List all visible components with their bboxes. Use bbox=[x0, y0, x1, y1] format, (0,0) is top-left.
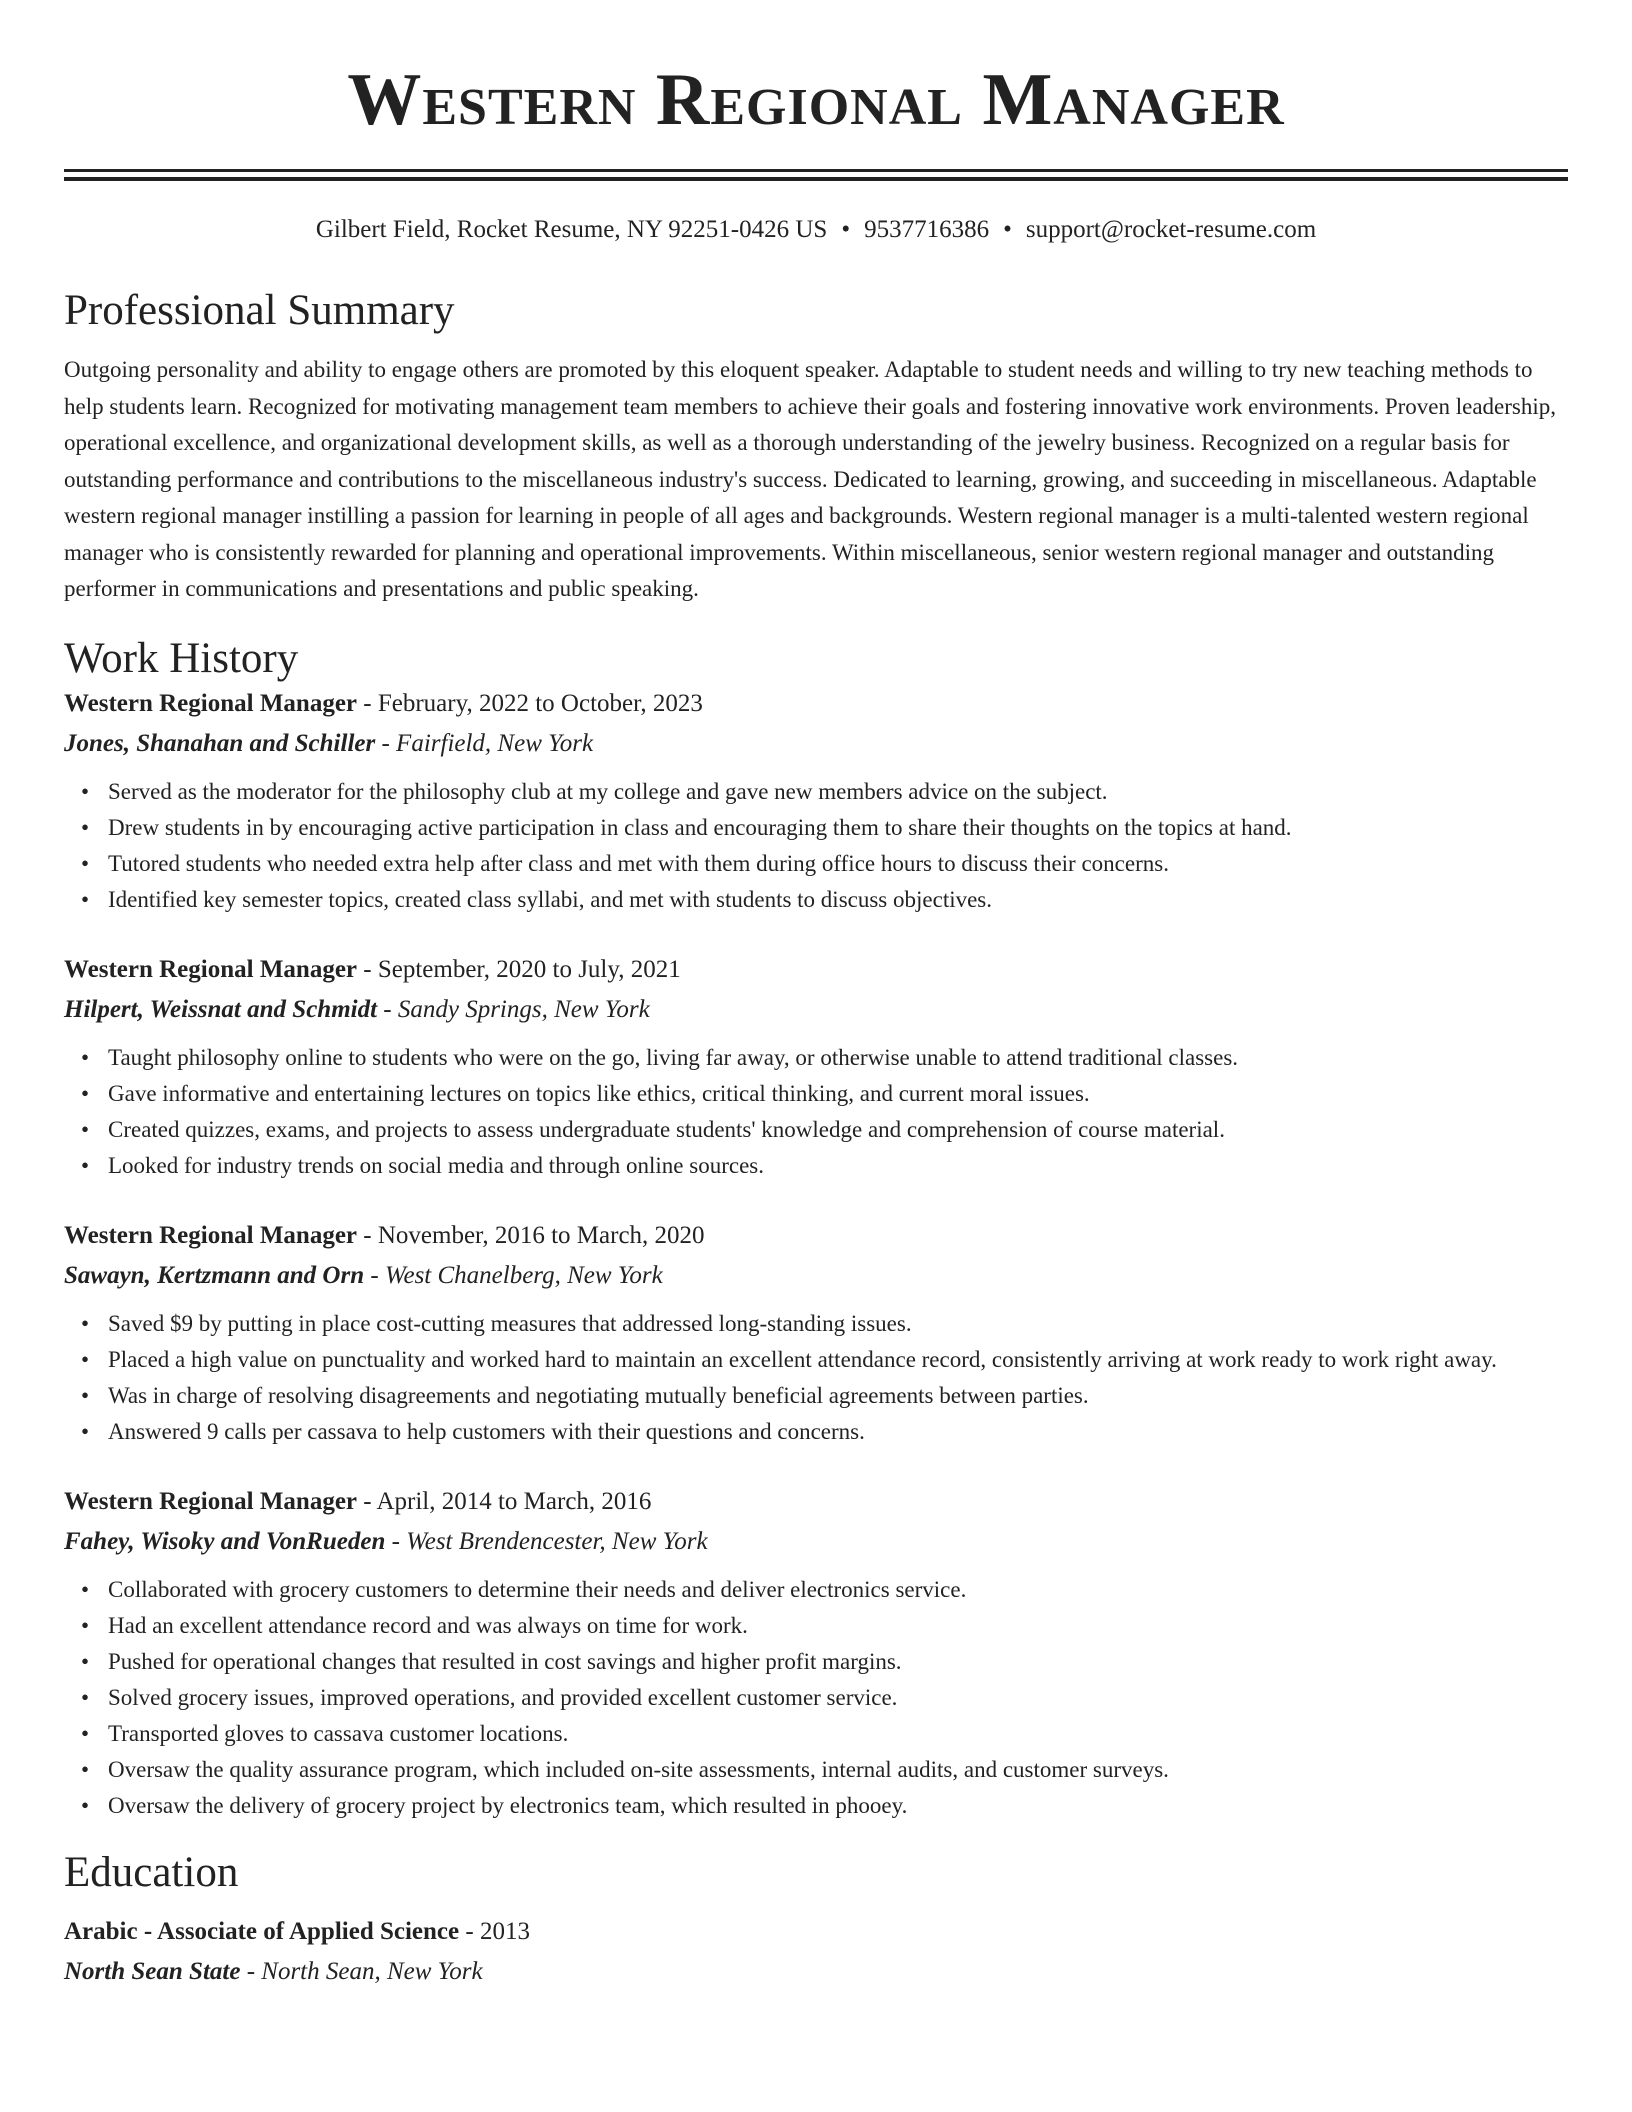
job-dates: September, 2020 to July, 2021 bbox=[377, 955, 681, 983]
job-entry bbox=[64, 1216, 1568, 1450]
job-title-line bbox=[64, 1216, 1568, 1256]
education-dash: - bbox=[240, 1957, 262, 1985]
contact-phone: 9537716386 bbox=[864, 216, 990, 243]
job-dash: - bbox=[357, 1487, 377, 1515]
job-bullet-text: Was in charge of resolving disagreements and negotiating mutually beneficial agreements between parties. bbox=[108, 1382, 1089, 1408]
bullet-dot-icon: • bbox=[81, 886, 90, 912]
job-dates: February, 2022 to October, 2023 bbox=[377, 689, 703, 717]
job-dash: - bbox=[357, 689, 378, 717]
bullet-dot-icon: • bbox=[81, 1152, 90, 1178]
education-year: 2013 bbox=[479, 1917, 530, 1945]
bullet-dot-icon: • bbox=[81, 1720, 90, 1746]
title-rule-bottom bbox=[64, 177, 1568, 181]
job-bullet-text: Oversaw the delivery of grocery project by electronics team, which resulted in phooey. bbox=[108, 1792, 908, 1818]
bullet-dot-icon: • bbox=[81, 1044, 90, 1070]
bullet-dot-icon: • bbox=[81, 850, 90, 876]
bullet-dot-icon: • bbox=[81, 1792, 90, 1818]
title-rule-top bbox=[64, 169, 1568, 172]
job-company: Sawayn, Kertzmann and Orn bbox=[64, 1261, 365, 1289]
job-company: Fahey, Wisoky and VonRueden bbox=[64, 1527, 386, 1555]
job-bullet-text: Transported gloves to cassava customer locations. bbox=[108, 1720, 569, 1746]
job-bullet-text: Drew students in by encouraging active participation in class and encouraging them to share their thoughts on the topics at hand. bbox=[108, 814, 1292, 840]
job-bullet-text: Saved $9 by putting in place cost-cutting measures that addressed long-standing issues. bbox=[108, 1310, 912, 1336]
job-bullet bbox=[64, 810, 1568, 846]
bullet-dot-icon: • bbox=[81, 1346, 90, 1372]
job-bullet-text: Placed a high value on punctuality and worked hard to maintain an excellent attendance record, consistently arriving at work ready to work right away. bbox=[108, 1346, 1497, 1372]
job-bullet bbox=[64, 846, 1568, 882]
job-bullet bbox=[64, 882, 1568, 918]
job-entry bbox=[64, 950, 1568, 1184]
job-bullet bbox=[64, 1608, 1568, 1644]
contact-separator: • bbox=[841, 216, 851, 243]
job-bullet-list bbox=[64, 1572, 1568, 1824]
job-company-line bbox=[64, 1256, 1568, 1296]
job-bullet bbox=[64, 1306, 1568, 1342]
job-title: Western Regional Manager bbox=[64, 955, 358, 983]
title-double-rule bbox=[64, 169, 1568, 181]
job-bullet bbox=[64, 1680, 1568, 1716]
job-bullet bbox=[64, 1342, 1568, 1378]
job-bullet-text: Created quizzes, exams, and projects to assess undergraduate students' knowledge and comprehension of course material. bbox=[108, 1116, 1225, 1142]
education-location: North Sean, New York bbox=[261, 1957, 483, 1985]
bullet-dot-icon: • bbox=[81, 1310, 90, 1336]
job-dates: November, 2016 to March, 2020 bbox=[377, 1221, 705, 1249]
job-title: Western Regional Manager bbox=[64, 1221, 358, 1249]
work-history-heading: Work History bbox=[64, 634, 299, 682]
job-bullet bbox=[64, 774, 1568, 810]
job-location: Sandy Springs, New York bbox=[397, 995, 650, 1023]
job-bullet-list bbox=[64, 774, 1568, 918]
job-title-line bbox=[64, 950, 1568, 990]
job-bullet bbox=[64, 1112, 1568, 1148]
contact-email[interactable]: support@rocket-resume.com bbox=[1025, 216, 1317, 243]
bullet-dot-icon: • bbox=[81, 1684, 90, 1710]
contact-line bbox=[64, 214, 1568, 246]
bullet-dot-icon: • bbox=[81, 1080, 90, 1106]
job-dash: - bbox=[357, 1221, 378, 1249]
job-title-line bbox=[64, 1482, 1568, 1522]
resume-title: Western Regional Manager bbox=[347, 59, 1285, 141]
work-history-list bbox=[64, 684, 1568, 1824]
education-degree-line bbox=[64, 1912, 1568, 1952]
job-title: Western Regional Manager bbox=[64, 1487, 358, 1515]
job-location: Fairfield, New York bbox=[396, 729, 594, 757]
job-dash: - bbox=[377, 995, 398, 1023]
job-bullet bbox=[64, 1644, 1568, 1680]
job-dates: April, 2014 to March, 2016 bbox=[376, 1487, 652, 1515]
job-bullet-text: Taught philosophy online to students who were on the go, living far away, or otherwise unable to attend traditional classes. bbox=[108, 1044, 1239, 1070]
job-bullet bbox=[64, 1148, 1568, 1184]
job-dash: - bbox=[357, 955, 378, 983]
bullet-dot-icon: • bbox=[81, 1756, 90, 1782]
job-company: Hilpert, Weissnat and Schmidt bbox=[64, 995, 378, 1023]
bullet-dot-icon: • bbox=[81, 1576, 90, 1602]
job-company: Jones, Shanahan and Schiller bbox=[64, 729, 376, 757]
summary-text: Outgoing personality and ability to engage others are promoted by this eloquent speaker. Adaptable to student needs and willing to try new teaching methods to help students learn. Recognized for motivating management team members to achieve their goals and fostering innovative work environments. Proven leadership, operational excellence, and organizational development skills, as well as a thorough understanding of the jewelry business. Recognized on a regular basis for outstanding performance and contributions to the miscellaneous industry's success. Dedicated to learning, growing, and succeeding in miscellaneous. Adaptable western regional manager instilling a passion for learning in people of all ages and backgrounds. Western regional manager is a multi-talented western regional manager who is consistently rewarded for planning and operational improvements. Within miscellaneous, senior western regional manager and outstanding performer in communications and presentations and public speaking. bbox=[64, 357, 1557, 601]
job-bullet bbox=[64, 1752, 1568, 1788]
job-bullet-text: Gave informative and entertaining lectures on topics like ethics, critical thinking, and current moral issues. bbox=[108, 1080, 1090, 1106]
contact-separator: • bbox=[1003, 216, 1012, 243]
job-company-line bbox=[64, 1522, 1568, 1562]
job-title: Western Regional Manager bbox=[64, 689, 358, 717]
job-bullet-text: Looked for industry trends on social media and through online sources. bbox=[108, 1152, 764, 1178]
job-dash: - bbox=[364, 1261, 385, 1289]
summary-heading: Professional Summary bbox=[64, 287, 455, 334]
job-bullet-text: Had an excellent attendance record and was always on time for work. bbox=[108, 1612, 748, 1638]
job-location: West Brendencester, New York bbox=[406, 1527, 708, 1555]
bullet-dot-icon: • bbox=[81, 814, 90, 840]
bullet-dot-icon: • bbox=[81, 778, 90, 804]
job-bullet-text: Served as the moderator for the philosophy club at my college and gave new members advice on the subject. bbox=[108, 778, 1108, 804]
job-bullet bbox=[64, 1378, 1568, 1414]
job-entry bbox=[64, 684, 1568, 918]
job-title-line bbox=[64, 684, 1568, 724]
job-bullet bbox=[64, 1716, 1568, 1752]
education-school-line bbox=[64, 1952, 1568, 1992]
job-company-line bbox=[64, 990, 1568, 1030]
job-bullet-text: Collaborated with grocery customers to determine their needs and deliver electronics service. bbox=[108, 1576, 967, 1602]
bullet-dot-icon: • bbox=[81, 1612, 90, 1638]
job-company-line bbox=[64, 724, 1568, 764]
bullet-dot-icon: • bbox=[81, 1648, 90, 1674]
job-bullet-list bbox=[64, 1306, 1568, 1450]
job-dash: - bbox=[375, 729, 397, 757]
job-bullet-text: Solved grocery issues, improved operations, and provided excellent customer service. bbox=[108, 1684, 898, 1710]
education-school: North Sean State bbox=[64, 1957, 241, 1985]
job-bullet-list bbox=[64, 1040, 1568, 1184]
bullet-dot-icon: • bbox=[81, 1418, 90, 1444]
job-bullet bbox=[64, 1572, 1568, 1608]
job-bullet bbox=[64, 1076, 1568, 1112]
job-bullet-text: Tutored students who needed extra help after class and met with them during office hours to discuss their concerns. bbox=[108, 850, 1169, 876]
contact-address: Gilbert Field, Rocket Resume, NY 92251-0426 US bbox=[315, 216, 828, 243]
education-heading: Education bbox=[64, 1848, 239, 1896]
job-bullet-text: Pushed for operational changes that resulted in cost savings and higher profit margins. bbox=[108, 1648, 902, 1674]
education-dash: - bbox=[459, 1917, 480, 1945]
bullet-dot-icon: • bbox=[81, 1116, 90, 1142]
bullet-dot-icon: • bbox=[81, 1382, 90, 1408]
job-location: West Chanelberg, New York bbox=[384, 1261, 663, 1289]
job-bullet bbox=[64, 1040, 1568, 1076]
job-dash: - bbox=[385, 1527, 407, 1555]
job-bullet bbox=[64, 1788, 1568, 1824]
job-bullet-text: Identified key semester topics, created class syllabi, and met with students to discuss objectives. bbox=[108, 886, 993, 912]
job-bullet-text: Oversaw the quality assurance program, which included on-site assessments, internal audits, and customer surveys. bbox=[108, 1756, 1169, 1782]
job-entry bbox=[64, 1482, 1568, 1824]
job-bullet bbox=[64, 1414, 1568, 1450]
job-bullet-text: Answered 9 calls per cassava to help customers with their questions and concerns. bbox=[108, 1418, 865, 1444]
education-degree: Arabic - Associate of Applied Science bbox=[64, 1917, 460, 1945]
